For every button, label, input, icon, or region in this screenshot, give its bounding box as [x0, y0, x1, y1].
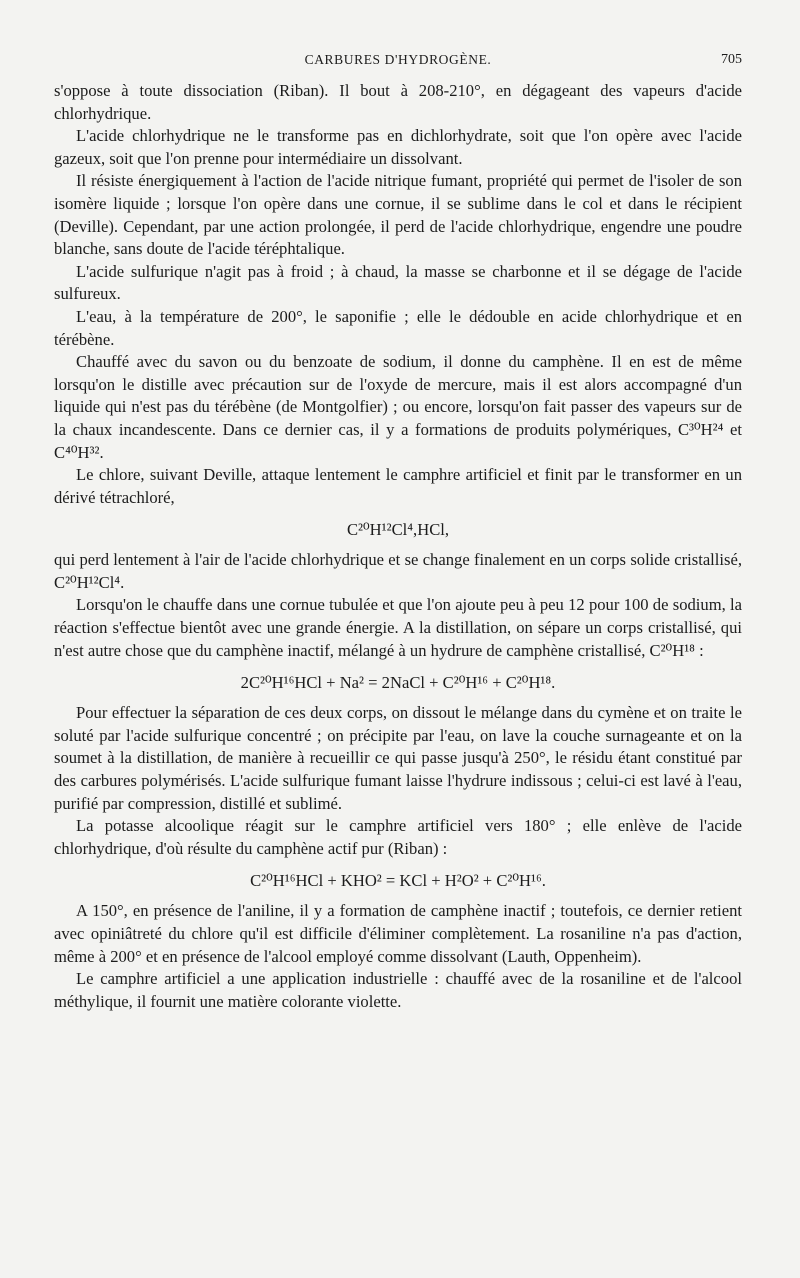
paragraph-9: Lorsqu'on le chauffe dans une cornue tubulée et que l'on ajoute peu à peu 12 pour 100 de sodium, la réaction s'effectue bientôt avec une grande énergie. A la distillation, on sépare un corps cristallisé, qui n'est autre chose que du camphène inactif, mélangé à un hydrure de camphène cristallisé, C²⁰H¹⁸ : — [54, 595, 742, 660]
paragraph-7: Le chlore, suivant Deville, attaque lentement le camphre artificiel et finit par le transformer en un dérivé tétrachloré, — [54, 465, 742, 507]
running-title: CARBURES D'HYDROGÈNE. — [304, 52, 492, 67]
formula-sodium-reaction: 2C²⁰H¹⁶HCl + Na² = 2NaCl + C²⁰H¹⁶ + C²⁰H¹⁸. — [240, 673, 556, 693]
paragraph-3: Il résiste énergiquement à l'action de l'acide nitrique fumant, propriété qui permet de l'isoler de son isomère liquide ; lorsque l'on opère dans une cornue, il se sublime dans le col et dans le récipient (Deville). Cependant, par une action prolongée, il perd de l'acide chlorhydrique, engendre une poudre blanche, sans doute de l'acide téréphtalique. — [54, 171, 742, 259]
formula-potash-reaction: C²⁰H¹⁶HCl + KHO² = KCl + H²O² + C²⁰H¹⁶. — [250, 871, 546, 891]
running-head — [54, 52, 742, 74]
paragraph-1: s'oppose à toute dissociation (Riban). Il bout à 208-210°, en dégageant des vapeurs d'acide chlorhydrique. — [54, 81, 742, 123]
formula-tetrachloride: C²⁰H¹²Cl⁴,HCl, — [346, 520, 450, 540]
paragraph-8: qui perd lentement à l'air de l'acide chlorhydrique et se change finalement en un corps solide cristallisé, C²⁰H¹²Cl⁴. — [54, 550, 742, 592]
paragraph-6: Chauffé avec du savon ou du benzoate de sodium, il donne du camphène. Il en est de même lorsqu'on le distille avec précaution sur de l'oxyde de mercure, mais il est alors accompagné d'un liquide qui n'est pas du térébène (de Montgolfier) ; ou encore, lorsqu'on fait passer des vapeurs sur de la chaux incandescente. Dans ce dernier cas, il y a formations de produits polymériques, C³⁰H²⁴ et C⁴⁰H³². — [54, 352, 742, 462]
paragraph-5: L'eau, à la température de 200°, le saponifie ; elle le dédouble en acide chlorhydrique et en térébène. — [54, 306, 742, 349]
page-number: 705 — [721, 52, 742, 67]
paragraph-4: L'acide sulfurique n'agit pas à froid ; à chaud, la masse se charbonne et il se dégage de l'acide sulfureux. — [54, 261, 742, 304]
paragraph-11: La potasse alcoolique réagit sur le camphre artificiel vers 180° ; elle enlève de l'acide chlorhydrique, d'où résulte du camphène actif pur (Riban) : — [54, 816, 742, 858]
paragraph-12: A 150°, en présence de l'aniline, il y a formation de camphène inactif ; toutefois, ce dernier retient avec opiniâtreté du chlore qu'il est difficile d'éliminer complètement. La rosaniline n'a pas d'action, même à 200° et en présence de l'alcool employé comme dissolvant (Lauth, Oppenheim). — [54, 901, 742, 966]
paragraph-13: Le camphre artificiel a une application industrielle : chauffé avec de la rosaniline et de l'alcool méthylique, il fournit une matière colorante violette. — [54, 969, 742, 1011]
paragraph-10: Pour effectuer la séparation de ces deux corps, on dissout le mélange dans du cymène et on traite le soluté par l'acide sulfurique concentré ; on précipite par l'eau, on lave la couche surnageante et on la soumet à la distillation, de manière à recueillir ce qui passe jusqu'à 250°, le résidu étant constitué par des carbures polymérisés. L'acide sulfurique fumant laisse l'hydrure indissous ; celui-ci est lavé à l'eau, purifié par compression, distillé et sublimé. — [54, 703, 742, 813]
paragraph-2: L'acide chlorhydrique ne le transforme pas en dichlorhydrate, soit que l'on opère avec l'acide gazeux, soit que l'on prenne pour intermédiaire un dissolvant. — [54, 126, 742, 168]
